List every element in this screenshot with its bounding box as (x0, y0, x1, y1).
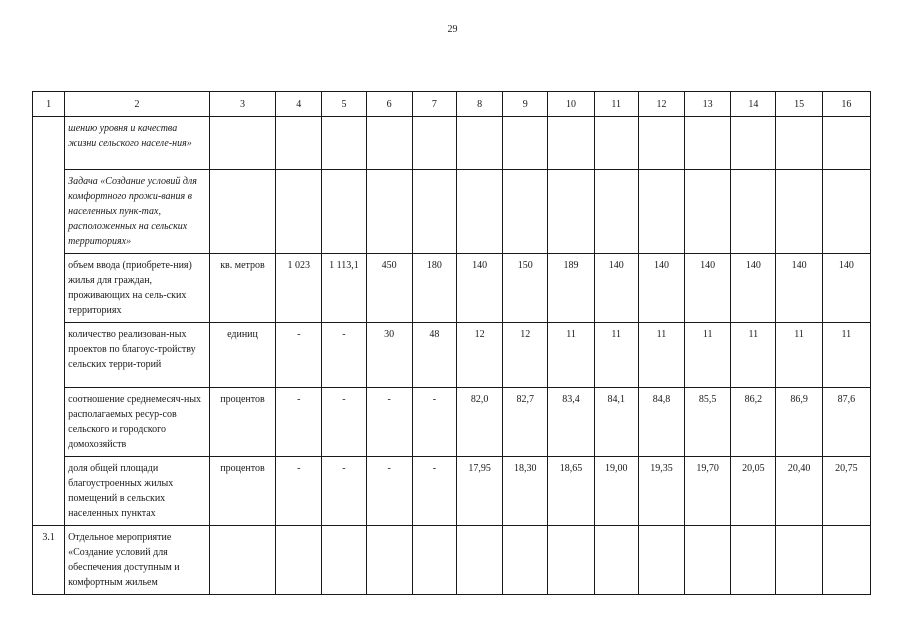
value-cell: 84,8 (638, 388, 684, 457)
value-cell: - (276, 323, 322, 388)
header-cell: 16 (822, 92, 870, 117)
value-cell (412, 526, 456, 595)
value-cell (322, 526, 366, 595)
value-cell (685, 117, 731, 170)
page-number: 29 (447, 24, 458, 35)
value-cell: - (366, 457, 412, 526)
value-cell (822, 170, 870, 254)
header-cell: 9 (503, 92, 548, 117)
value-cell: 1 023 (276, 254, 322, 323)
value-cell: 19,70 (685, 457, 731, 526)
value-cell (503, 170, 548, 254)
value-cell: 150 (503, 254, 548, 323)
value-cell: 140 (731, 254, 776, 323)
unit-cell: процентов (209, 457, 275, 526)
task-text-cell: Задача «Создание условий для комфортного прожи-вания в населенных пунк-тах, расположенных на сельских территориях» (65, 170, 210, 254)
table-row (33, 117, 871, 170)
value-cell (776, 170, 822, 254)
header-cell: 14 (731, 92, 776, 117)
value-cell (822, 526, 870, 595)
value-cell (456, 117, 502, 170)
value-cell: 11 (776, 323, 822, 388)
value-cell: 12 (456, 323, 502, 388)
unit-cell: единиц (209, 323, 275, 388)
indicator-name-cell: доля общей площади благоустроенных жилых помещений в сельских населенных пунктах (65, 457, 210, 526)
value-cell: 87,6 (822, 388, 870, 457)
unit-cell (209, 526, 275, 595)
value-cell: 82,7 (503, 388, 548, 457)
unit-cell (209, 170, 275, 254)
value-cell: - (322, 457, 366, 526)
value-cell: 140 (456, 254, 502, 323)
value-cell (456, 526, 502, 595)
value-cell (412, 170, 456, 254)
header-cell: 10 (548, 92, 594, 117)
value-cell: 11 (638, 323, 684, 388)
value-cell: 140 (638, 254, 684, 323)
column-number-header-row (33, 92, 871, 117)
value-cell (276, 170, 322, 254)
table-row (33, 170, 871, 254)
value-cell (638, 117, 684, 170)
value-cell: 18,65 (548, 457, 594, 526)
value-cell: - (276, 457, 322, 526)
header-cell: 1 (33, 92, 65, 117)
value-cell: 450 (366, 254, 412, 323)
value-cell (594, 526, 638, 595)
value-cell: 84,1 (594, 388, 638, 457)
goal-text-cell: шению уровня и качества жизни сельского населе-ния» (65, 117, 210, 170)
value-cell (456, 170, 502, 254)
value-cell: 20,05 (731, 457, 776, 526)
value-cell (548, 170, 594, 254)
header-cell: 4 (276, 92, 322, 117)
value-cell: 85,5 (685, 388, 731, 457)
value-cell (594, 117, 638, 170)
value-cell: 140 (776, 254, 822, 323)
indicator-name-cell: количество реализован-ных проектов по благоус-тройству сельских терри-торий (65, 323, 210, 388)
value-cell: 30 (366, 323, 412, 388)
value-cell: 19,00 (594, 457, 638, 526)
header-cell: 11 (594, 92, 638, 117)
table-row (33, 457, 871, 526)
value-cell (776, 526, 822, 595)
program-indicators-table (32, 91, 871, 595)
value-cell (776, 117, 822, 170)
header-cell: 5 (322, 92, 366, 117)
value-cell: 189 (548, 254, 594, 323)
header-cell: 15 (776, 92, 822, 117)
value-cell (366, 170, 412, 254)
value-cell: 20,40 (776, 457, 822, 526)
indicator-name-cell: соотношение среднемесяч-ных располагаемых ресур-сов сельского и городского домохозяйств (65, 388, 210, 457)
value-cell: 180 (412, 254, 456, 323)
value-cell (276, 526, 322, 595)
value-cell (638, 526, 684, 595)
value-cell: 17,95 (456, 457, 502, 526)
value-cell: 86,9 (776, 388, 822, 457)
value-cell: - (412, 457, 456, 526)
value-cell: 20,75 (822, 457, 870, 526)
value-cell (503, 117, 548, 170)
value-cell: 11 (685, 323, 731, 388)
table-row (33, 526, 871, 595)
header-cell: 2 (65, 92, 210, 117)
value-cell (548, 117, 594, 170)
value-cell: 48 (412, 323, 456, 388)
value-cell (412, 117, 456, 170)
unit-cell: процентов (209, 388, 275, 457)
header-cell: 7 (412, 92, 456, 117)
indicator-name-cell: объем ввода (приобрете-ния) жилья для граждан, проживающих на сель-ских территориях (65, 254, 210, 323)
value-cell: 12 (503, 323, 548, 388)
table-row (33, 254, 871, 323)
value-cell: 18,30 (503, 457, 548, 526)
value-cell: 140 (685, 254, 731, 323)
value-cell (366, 117, 412, 170)
row-number-cell: 3.1 (33, 526, 65, 595)
unit-cell: кв. метров (209, 254, 275, 323)
value-cell (638, 170, 684, 254)
unit-cell (209, 117, 275, 170)
value-cell (548, 526, 594, 595)
value-cell: 11 (594, 323, 638, 388)
value-cell: 83,4 (548, 388, 594, 457)
value-cell: 140 (594, 254, 638, 323)
value-cell (731, 170, 776, 254)
value-cell (322, 170, 366, 254)
value-cell: - (276, 388, 322, 457)
table-row (33, 323, 871, 388)
table-row (33, 388, 871, 457)
header-cell: 3 (209, 92, 275, 117)
header-cell: 8 (456, 92, 502, 117)
value-cell: 11 (548, 323, 594, 388)
value-cell: 11 (822, 323, 870, 388)
value-cell: 11 (731, 323, 776, 388)
value-cell: - (322, 388, 366, 457)
row-number-cell (33, 117, 65, 526)
header-cell: 13 (685, 92, 731, 117)
value-cell: - (366, 388, 412, 457)
value-cell: - (412, 388, 456, 457)
value-cell (685, 170, 731, 254)
activity-name-cell: Отдельное мероприятие «Создание условий для обеспечения доступным и комфортным жильем (65, 526, 210, 595)
value-cell (503, 526, 548, 595)
value-cell: 1 113,1 (322, 254, 366, 323)
value-cell (276, 117, 322, 170)
value-cell: 140 (822, 254, 870, 323)
value-cell (822, 117, 870, 170)
value-cell (685, 526, 731, 595)
value-cell: 82,0 (456, 388, 502, 457)
value-cell: 86,2 (731, 388, 776, 457)
value-cell (366, 526, 412, 595)
value-cell (731, 117, 776, 170)
value-cell (731, 526, 776, 595)
value-cell (322, 117, 366, 170)
header-cell: 12 (638, 92, 684, 117)
header-cell: 6 (366, 92, 412, 117)
value-cell (594, 170, 638, 254)
value-cell: 19,35 (638, 457, 684, 526)
value-cell: - (322, 323, 366, 388)
